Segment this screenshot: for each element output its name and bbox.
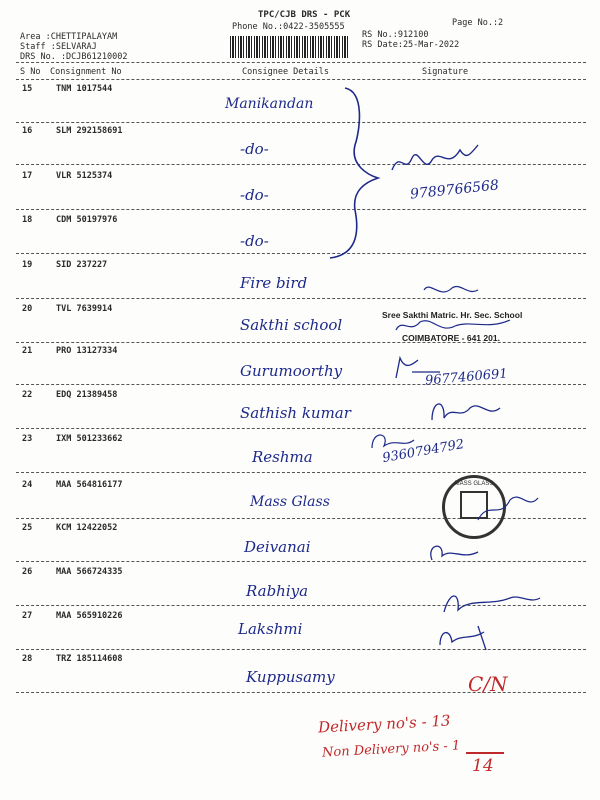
row-consignee: Gurumoorthy xyxy=(240,362,343,380)
row-consignee: -do- xyxy=(240,232,269,250)
cn-mark: C/N xyxy=(468,672,508,696)
row-sno: 28 xyxy=(22,654,33,664)
col-consignment: Consignment No xyxy=(50,67,122,77)
page-number: Page No.:2 xyxy=(452,18,504,28)
row-consignee: Kuppusamy xyxy=(246,668,335,686)
rs-number: RS No.:912100 xyxy=(362,30,429,40)
drs-number: DRS No. :DCJB61210002 xyxy=(20,52,128,62)
col-signature: Signature xyxy=(422,67,469,77)
row-consignee: Lakshmi xyxy=(238,620,303,638)
col-sno: S No xyxy=(20,67,41,77)
row-consignee: Reshma xyxy=(252,448,313,466)
row-consignment: IXM 501233662 xyxy=(56,434,123,444)
row-sno: 22 xyxy=(22,390,33,400)
row-sno: 15 xyxy=(22,84,33,94)
col-consignee: Consignee Details xyxy=(242,67,329,77)
signature-scribble xyxy=(431,546,478,560)
row-consignee: -do- xyxy=(240,186,269,204)
phone-number: Phone No.:0422-3505555 xyxy=(232,22,345,32)
signature-scribble xyxy=(478,497,538,520)
row-sno: 19 xyxy=(22,260,33,270)
school-stamp-line2: COIMBATORE - 641 201. xyxy=(402,333,500,343)
school-stamp-line1: Sree Sakthi Matric. Hr. Sec. School xyxy=(382,310,523,320)
signature-scribble xyxy=(440,626,486,650)
brace-stroke xyxy=(330,88,378,258)
row-sno: 27 xyxy=(22,611,33,621)
row-sno: 21 xyxy=(22,346,33,356)
row-consignee: Sathish kumar xyxy=(240,404,351,422)
row-consignee: Manikandan xyxy=(225,96,314,112)
row-consignment: TNM 1017544 xyxy=(56,84,113,94)
row-consignment: MAA 564816177 xyxy=(56,480,123,490)
delivery-count: Delivery no's - 13 xyxy=(317,711,451,737)
row-consignment: SLM 292158691 xyxy=(56,126,123,136)
row-consignment: CDM 50197976 xyxy=(56,215,118,225)
row-consignment: SID 237227 xyxy=(56,260,108,270)
staff: Staff :SELVARAJ xyxy=(20,42,97,52)
row-consignment: MAA 566724335 xyxy=(56,567,123,577)
signature-scribble xyxy=(444,596,540,612)
row-consignment: EDQ 21389458 xyxy=(56,390,118,400)
row-consignee: Rabhiya xyxy=(246,582,309,600)
row-consignee: -do- xyxy=(240,140,269,158)
doc-title: TPC/CJB DRS - PCK xyxy=(258,10,351,20)
row-sno: 16 xyxy=(22,126,33,136)
stamp-label: MASS GLASS xyxy=(454,481,494,487)
signature-scribble xyxy=(396,358,440,378)
row-sno: 18 xyxy=(22,215,33,225)
row-sno: 17 xyxy=(22,171,33,181)
row-sno: 23 xyxy=(22,434,33,444)
row-consignment: VLR 5125374 xyxy=(56,171,113,181)
area: Area :CHETTIPALAYAM xyxy=(20,32,118,42)
row-consignee: Sakthi school xyxy=(240,316,343,334)
phone-handwritten-3: 9360794792 xyxy=(381,436,466,467)
row-consignee: Deivanai xyxy=(244,538,311,556)
total-count: 14 xyxy=(472,756,494,776)
phone-handwritten-2: 9677460691 xyxy=(424,366,509,389)
row-sno: 20 xyxy=(22,304,33,314)
row-sno: 26 xyxy=(22,567,33,577)
row-consignment: KCM 12422052 xyxy=(56,523,118,533)
row-consignment: MAA 565910226 xyxy=(56,611,123,621)
row-consignee: Mass Glass xyxy=(250,494,330,510)
row-sno: 25 xyxy=(22,523,33,533)
signature-scribble xyxy=(432,404,500,420)
signature-scribble xyxy=(392,145,478,170)
row-consignment: TVL 7639914 xyxy=(56,304,113,314)
phone-handwritten-1: 9789766568 xyxy=(409,177,500,203)
row-consignment: TRZ 185114608 xyxy=(56,654,123,664)
row-consignee: Fire bird xyxy=(240,274,308,292)
signature-scribble xyxy=(396,320,510,330)
signature-scribble xyxy=(372,435,414,448)
rs-date: RS Date:25-Mar-2022 xyxy=(362,40,460,50)
non-delivery-count: Non Delivery no's - 1 xyxy=(321,738,461,761)
row-sno: 24 xyxy=(22,480,33,490)
row-consignment: PRO 13127334 xyxy=(56,346,118,356)
signature-scribble xyxy=(424,286,478,291)
